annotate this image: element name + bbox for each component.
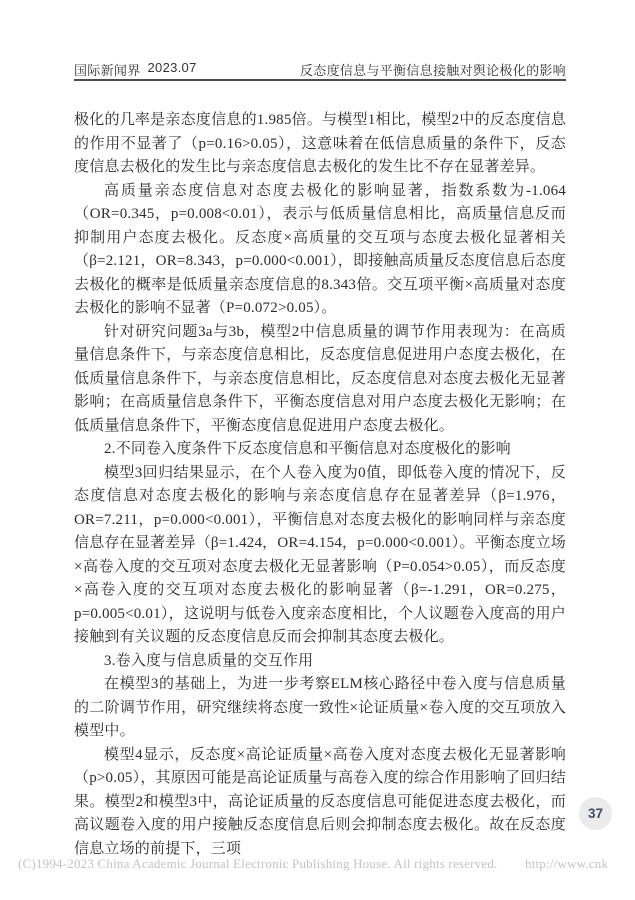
copyright-text: (C)1994-2023 China Academic Journal Electronic Publishing House. All rights reserved. <box>18 856 498 871</box>
watermark-footer <box>18 856 635 872</box>
section-heading: 2.不同卷入度条件下反态度信息和平衡信息对态度极化的影响 <box>104 441 511 457</box>
body-paragraph: 针对研究问题3a与3b，模型2中信息质量的调节作用表现为：在高质量信息条件下，与亲态度信息相比，反态度信息促进用户态度去极化，在低质量信息条件下，与亲态度信息相比，反态度信息对态度去极化无显著影响；在高质量信息条件下，平衡态度信息对用户态度去极化无影响；在低质量信息条件下，平衡态度信息促进用户态度去极化。 <box>74 323 566 434</box>
journal-name: 国际新闻界 <box>74 63 141 78</box>
article-title: 反态度信息与平衡信息接触对舆论极化的影响 <box>299 63 566 78</box>
article-body <box>74 109 566 861</box>
header-rule <box>74 79 566 81</box>
body-paragraph: 模型3回归结果显示，在个人卷入度为0值，即低卷入度的情况下，反态度信息对态度去极化的影响与亲态度信息存在显著差异（β=1.976，OR=7.211，p=0.000<0.001），平衡信息对态度去极化的影响同样与亲态度信息存在显著差异（β=1.424，OR=4.154，p=0.000<0.001）。平衡态度立场×高卷入度的交互项对态度去极化无显著影响（P=0.054>0.05），而反态度×高卷入度的交互项对态度去极化的影响显著（β=-1.291，OR=0.275，p=0.005<0.01），这说明与低卷入度亲态度相比，个人议题卷入度高的用户接触到有关议题的反态度信息反而会抑制其态度去极化。 <box>74 464 566 645</box>
body-paragraph: 在模型3的基础上，为进一步考察ELM核心路径中卷入度与信息质量的二阶调节作用，研究继续将态度一致性×论证质量×卷入度的交互项放入模型中。 <box>74 676 566 739</box>
page-number: 37 <box>587 806 604 821</box>
body-paragraph: 模型4显示，反态度×高论证质量×高卷入度对态度去极化无显著影响（p>0.05），其原因可能是高论证质量与高卷入度的综合作用影响了回归结果。模型2和模型3中，高论证质量的反态度信息可能促进态度去极化，而高议题卷入度的用户接触反态度信息后则会抑制态度去极化。故在反态度信息立场的前提下，三项 <box>74 746 566 857</box>
journal-name-and-issue <box>74 60 197 79</box>
page-number-badge <box>579 797 612 830</box>
running-header <box>74 60 566 79</box>
body-paragraph: 高质量亲态度信息对态度去极化的影响显著，指数系数为-1.064（OR=0.345，p=0.008<0.01），表示与低质量信息相比，高质量信息反而抑制用户态度去极化。反态度×高质量的交互项与态度去极化显著相关（β=2.121，OR=8.343，p=0.000<0.001），即接触高质量反态度信息后态度去极化的概率是低质量亲态度信息的8.343倍。交互项平衡×高质量对态度去极化的影响不显著（P=0.072>0.05）。 <box>74 182 566 316</box>
publisher-url: http://www.cnk <box>524 856 609 871</box>
body-paragraph: 极化的几率是亲态度信息的1.985倍。与模型1相比，模型2中的反态度信息的作用不显著了（p=0.16>0.05），这意味着在低信息质量的条件下，反态度信息去极化的发生比与亲态度信息去极化的发生比不存在显著差异。 <box>74 112 566 175</box>
journal-issue: 2023.07 <box>147 60 197 75</box>
section-heading: 3.卷入度与信息质量的交互作用 <box>104 652 314 669</box>
